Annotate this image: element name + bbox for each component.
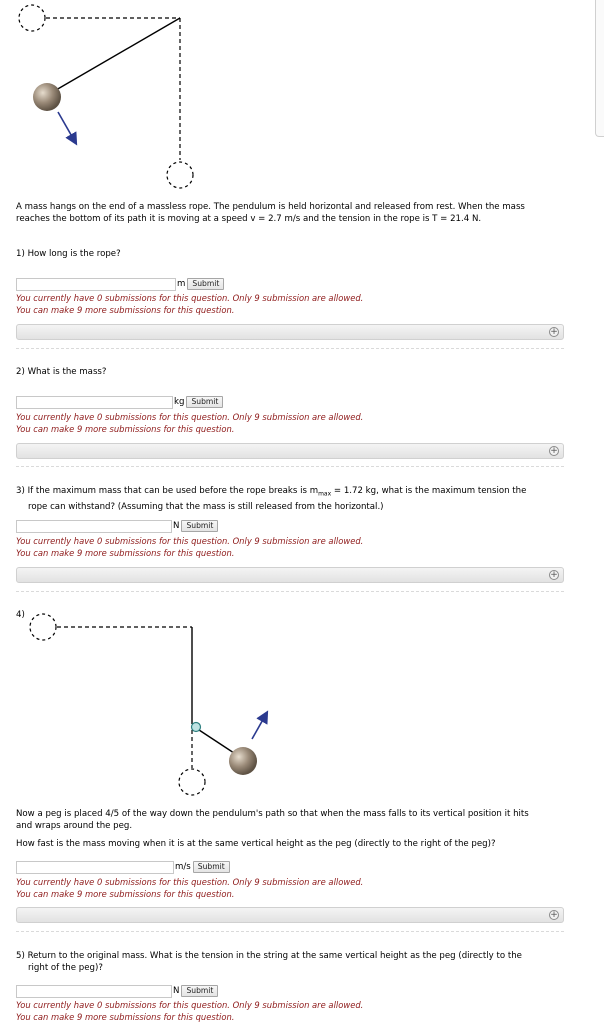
divider xyxy=(16,591,564,592)
divider xyxy=(16,466,564,467)
mass-ball xyxy=(229,747,257,775)
question-5-messages: You currently have 0 submissions for this question. Only 9 submission are allowed. You can make 9 more submissions for this question. xyxy=(16,1000,364,1022)
question-5-unit: N xyxy=(173,986,180,996)
peg xyxy=(192,723,201,732)
question-2-answer-input[interactable] xyxy=(16,396,173,409)
question-2-submit-button[interactable]: Submit xyxy=(186,396,223,408)
question-4-title: How fast is the mass moving when it is at the same vertical height as the peg (directly to the right of the peg)? xyxy=(16,839,496,849)
question-1-title: 1) How long is the rope? xyxy=(16,249,121,259)
question-5-answer-row xyxy=(16,984,218,998)
question-4-peg-text: Now a peg is placed 4/5 of the way down the pendulum's path so that when the mass falls to its vertical position it hits and wraps around the peg. xyxy=(16,809,529,831)
question-2-title: 2) What is the mass? xyxy=(16,367,107,377)
start-position-circle xyxy=(19,5,45,31)
question-3-messages: You currently have 0 submissions for this question. Only 9 submission are allowed. You can make 9 more submissions for this question. xyxy=(16,536,364,558)
velocity-arrow xyxy=(252,716,265,739)
expand-icon[interactable]: + xyxy=(550,910,558,920)
question-3-title: 3) If the maximum mass that can be used before the rope breaks is $m_{max} = 1.72$ kg, what is the maximum tension the rope can withstand? (Assuming that the mass is still released from the horizontal.) xyxy=(16,486,527,512)
question-1-unit: m xyxy=(177,279,186,289)
expand-icon[interactable]: + xyxy=(550,327,558,337)
question-3-answer-input[interactable] xyxy=(16,520,172,533)
question-2-unit: kg xyxy=(174,397,185,407)
divider xyxy=(16,348,564,349)
question-3-submit-button[interactable]: Submit xyxy=(181,520,218,532)
intro-text: A mass hangs on the end of a massless rope. The pendulum is held horizontal and released from rest. When the mass reaches the bottom of its path it is moving at a speed v = 2.7 m/s and the tension in the rope is T = 21.4 N. xyxy=(16,202,525,224)
question-4-submit-button[interactable]: Submit xyxy=(193,861,230,873)
bottom-position-circle xyxy=(179,769,205,795)
question-5-answer-input[interactable] xyxy=(16,985,172,998)
question-1-messages: You currently have 0 submissions for this question. Only 9 submission are allowed. You can make 9 more submissions for this question. xyxy=(16,293,364,315)
question-1-answer-input[interactable] xyxy=(16,278,176,291)
question-1-expand-bar[interactable] xyxy=(16,324,564,340)
question-4-unit: m/s xyxy=(175,862,191,872)
question-4-messages: You currently have 0 submissions for this question. Only 9 submission are allowed. You can make 9 more submissions for this question. xyxy=(16,877,364,899)
question-5-title: 5) Return to the original mass. What is the tension in the string at the same vertical height as the peg (directly to the right of the peg)? xyxy=(16,951,522,973)
expand-icon[interactable]: + xyxy=(550,570,558,580)
mass-ball xyxy=(33,83,61,111)
question-3-answer-row xyxy=(16,519,218,533)
question-5-submit-button[interactable]: Submit xyxy=(181,985,218,997)
question-3-unit: N xyxy=(173,521,180,531)
question-4-answer-row xyxy=(16,860,230,874)
rope-line xyxy=(56,18,180,90)
question-3-expand-bar[interactable] xyxy=(16,567,564,583)
question-2-answer-row xyxy=(16,395,223,409)
question-4-answer-input[interactable] xyxy=(16,861,174,874)
question-4-number: 4) xyxy=(16,610,25,620)
pendulum-diagram xyxy=(0,0,200,200)
scrollbar[interactable] xyxy=(595,0,604,137)
bottom-position-circle xyxy=(167,162,193,188)
peg-pendulum-diagram xyxy=(0,600,280,800)
question-2-messages: You currently have 0 submissions for this question. Only 9 submission are allowed. You can make 9 more submissions for this question. xyxy=(16,412,364,434)
expand-icon[interactable]: + xyxy=(550,446,558,456)
question-2-expand-bar[interactable] xyxy=(16,443,564,459)
divider xyxy=(16,931,564,932)
rope-lower-line xyxy=(196,728,234,753)
question-1-answer-row xyxy=(16,277,224,291)
start-position-circle xyxy=(30,614,56,640)
velocity-arrow xyxy=(58,112,74,140)
question-4-expand-bar[interactable] xyxy=(16,907,564,923)
question-1-submit-button[interactable]: Submit xyxy=(187,278,224,290)
